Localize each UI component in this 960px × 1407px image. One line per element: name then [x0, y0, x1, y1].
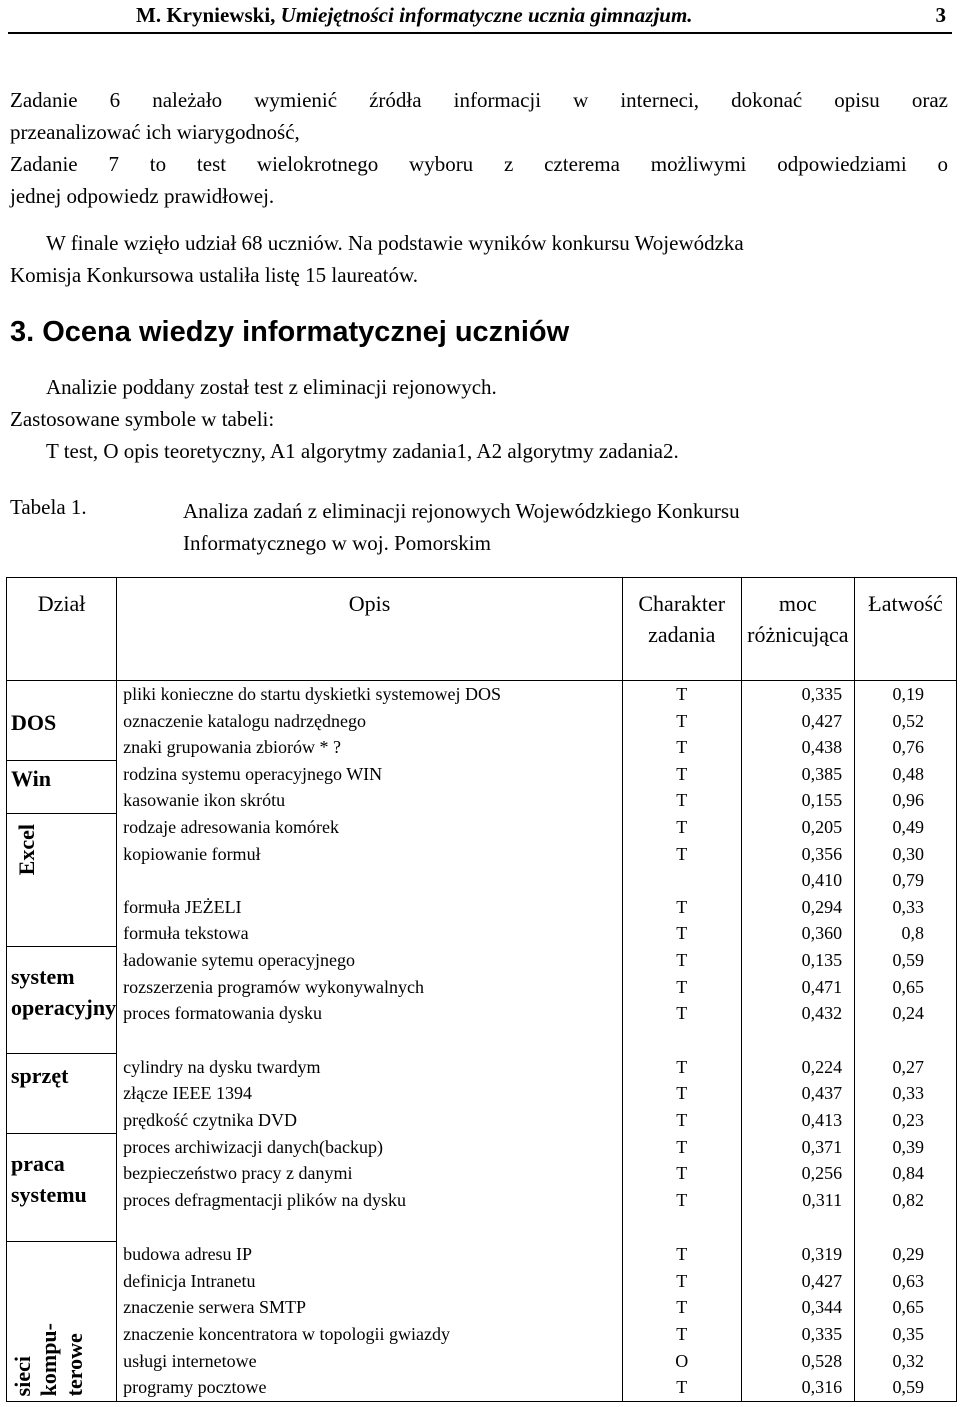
cell-latwosc: 0,24 — [855, 1000, 957, 1027]
table-spacer-row — [7, 1213, 957, 1241]
cell-charakter: T — [622, 814, 741, 841]
group-praca: praca systemu — [7, 1134, 117, 1242]
group-sieci — [7, 1241, 117, 1401]
caption-line: Analiza zadań z eliminacji rejonowych Wojewódzkiego Konkursu — [183, 499, 740, 523]
cell-opis: budowa adresu IP — [117, 1241, 623, 1268]
cell-charakter: T — [622, 681, 741, 708]
cell-opis: cylindry na dysku twardym — [117, 1054, 623, 1081]
cell-opis: rozszerzenia programów wykonywalnych — [117, 974, 623, 1001]
cell-latwosc: 0,32 — [855, 1348, 957, 1375]
header-title: Umiejętności informatyczne ucznia gimnazjum. — [280, 3, 693, 27]
cell-moc: 0,427 — [741, 1268, 855, 1295]
cell-opis: kasowanie ikon skrótu — [117, 787, 623, 814]
cell-latwosc: 0,35 — [855, 1321, 957, 1348]
table-row — [7, 787, 957, 814]
cell-opis: pliki konieczne do startu dyskietki systemowej DOS — [117, 681, 623, 708]
cell-latwosc: 0,27 — [855, 1054, 957, 1081]
cell-opis: złącze IEEE 1394 — [117, 1080, 623, 1107]
table-row — [7, 1294, 957, 1321]
table-row — [7, 761, 957, 788]
group-sprzet: sprzęt — [7, 1054, 117, 1134]
cell-latwosc: 0,8 — [855, 920, 957, 947]
cell-moc: 0,155 — [741, 787, 855, 814]
table-row — [7, 841, 957, 868]
cell-latwosc: 0,30 — [855, 841, 957, 868]
cell-moc: 0,471 — [741, 974, 855, 1001]
cell-opis: definicja Intranetu — [117, 1268, 623, 1295]
cell-latwosc: 0,96 — [855, 787, 957, 814]
symbols-line: T test, O opis teoretyczny, A1 algorytmy zadania1, A2 algorytmy zadania2. — [46, 439, 679, 463]
cell-moc: 0,360 — [741, 920, 855, 947]
cell-opis: proces formatowania dysku — [117, 1000, 623, 1027]
cell-charakter: T — [622, 1187, 741, 1214]
caption-line: Informatycznego w woj. Pomorskim — [183, 531, 491, 555]
cell-latwosc: 0,23 — [855, 1107, 957, 1134]
cell-opis: znaki grupowania zbiorów * ? — [117, 734, 623, 761]
table-caption-label: Tabela 1. — [10, 495, 87, 519]
table-row — [7, 1321, 957, 1348]
table-caption-text — [183, 495, 740, 559]
cell-charakter: T — [622, 1241, 741, 1268]
cell-latwosc: 0,33 — [855, 1080, 957, 1107]
cell-moc: 0,410 — [741, 867, 855, 894]
cell-moc: 0,427 — [741, 708, 855, 735]
cell-latwosc: 0,49 — [855, 814, 957, 841]
spacer-cell — [855, 1027, 957, 1054]
group-win: Win — [7, 761, 117, 814]
cell-charakter: T — [622, 761, 741, 788]
cell-opis: znaczenie koncentratora w topologii gwiazdy — [117, 1321, 623, 1348]
cell-charakter: T — [622, 920, 741, 947]
cell-charakter: T — [622, 734, 741, 761]
cell-opis: oznaczenie katalogu nadrzędnego — [117, 708, 623, 735]
cell-charakter: T — [622, 1054, 741, 1081]
section-heading: 3. Ocena wiedzy informatycznej uczniów — [10, 316, 570, 348]
section-line: Zastosowane symbole w tabeli: — [10, 407, 275, 431]
cell-charakter: T — [622, 947, 741, 974]
cell-latwosc: 0,59 — [855, 947, 957, 974]
cell-latwosc: 0,19 — [855, 681, 957, 708]
spacer-cell — [117, 1027, 623, 1054]
group-system: system operacyjny — [7, 947, 117, 1054]
cell-moc: 0,319 — [741, 1241, 855, 1268]
group-sieci-line: kompu- — [36, 1323, 61, 1397]
cell-moc: 0,438 — [741, 734, 855, 761]
cell-moc: 0,335 — [741, 681, 855, 708]
cell-moc: 0,371 — [741, 1134, 855, 1161]
cell-latwosc: 0,33 — [855, 894, 957, 921]
table-row — [7, 1187, 957, 1214]
cell-moc: 0,135 — [741, 947, 855, 974]
group-sieci-line: sieci — [10, 1356, 35, 1397]
cell-latwosc: 0,82 — [855, 1187, 957, 1214]
cell-latwosc: 0,48 — [855, 761, 957, 788]
table-row — [7, 1348, 957, 1375]
table-spacer-row — [7, 1027, 957, 1054]
cell-latwosc: 0,65 — [855, 1294, 957, 1321]
cell-moc: 0,256 — [741, 1160, 855, 1187]
spacer-cell — [855, 1213, 957, 1241]
table-row — [7, 1054, 957, 1081]
analysis-table — [6, 577, 957, 1402]
spacer-cell — [117, 1213, 623, 1241]
paragraph-line: jednej odpowiedz prawidłowej. — [10, 184, 275, 208]
cell-moc: 0,413 — [741, 1107, 855, 1134]
cell-opis: ładowanie sytemu operacyjnego — [117, 947, 623, 974]
page-number: 3 — [935, 3, 946, 27]
cell-charakter: T — [622, 1107, 741, 1134]
cell-latwosc: 0,76 — [855, 734, 957, 761]
group-sieci-line: terowe — [62, 1333, 87, 1397]
cell-moc: 0,528 — [741, 1348, 855, 1375]
table-row — [7, 814, 957, 841]
table-row — [7, 1160, 957, 1187]
cell-charakter: T — [622, 1134, 741, 1161]
spacer-cell — [741, 1027, 855, 1054]
group-sieci-label — [11, 1323, 116, 1396]
cell-charakter: T — [622, 1321, 741, 1348]
col-header-charakter: Charakter zadania — [622, 578, 741, 681]
table-row — [7, 1134, 957, 1161]
table-row — [7, 894, 957, 921]
cell-charakter: T — [622, 841, 741, 868]
cell-moc: 0,432 — [741, 1000, 855, 1027]
cell-charakter — [622, 867, 741, 894]
cell-opis: rodzaje adresowania komórek — [117, 814, 623, 841]
table-row — [7, 974, 957, 1001]
table-row — [7, 1241, 957, 1268]
cell-moc: 0,385 — [741, 761, 855, 788]
header-citation — [136, 3, 693, 28]
cell-latwosc: 0,63 — [855, 1268, 957, 1295]
col-header-moc: moc różnicująca — [741, 578, 855, 681]
cell-charakter: T — [622, 787, 741, 814]
cell-opis: proces defragmentacji plików na dysku — [117, 1187, 623, 1214]
paragraph-line: Zadanie 7 to test wielokrotnego wyboru z czterema możliwymi odpowiedziami o — [10, 152, 948, 176]
col-header-opis: Opis — [117, 578, 623, 681]
cell-charakter: T — [622, 1160, 741, 1187]
spacer-cell — [741, 1213, 855, 1241]
paragraph-line: Komisja Konkursowa ustaliła listę 15 laureatów. — [10, 263, 419, 287]
cell-charakter: T — [622, 1294, 741, 1321]
cell-moc: 0,311 — [741, 1187, 855, 1214]
cell-opis: prędkość czytnika DVD — [117, 1107, 623, 1134]
table-header-row — [7, 578, 957, 681]
cell-latwosc: 0,84 — [855, 1160, 957, 1187]
cell-charakter: T — [622, 974, 741, 1001]
paragraph-line: W finale wzięło udział 68 uczniów. Na podstawie wyników konkursu Wojewódzka — [46, 231, 744, 255]
cell-charakter: T — [622, 1000, 741, 1027]
cell-latwosc: 0,59 — [855, 1374, 957, 1401]
table-row — [7, 708, 957, 735]
section-line: Analizie poddany został test z eliminacji rejonowych. — [46, 375, 497, 399]
page-header — [8, 0, 952, 34]
cell-moc: 0,344 — [741, 1294, 855, 1321]
cell-moc: 0,224 — [741, 1054, 855, 1081]
spacer-cell — [622, 1213, 741, 1241]
table-row — [7, 1374, 957, 1401]
cell-latwosc: 0,65 — [855, 974, 957, 1001]
table-row — [7, 1268, 957, 1295]
cell-opis: znaczenie serwera SMTP — [117, 1294, 623, 1321]
table-row — [7, 1080, 957, 1107]
group-excel-label: Excel — [14, 824, 39, 876]
table-row — [7, 867, 957, 894]
cell-latwosc: 0,29 — [855, 1241, 957, 1268]
cell-charakter: O — [622, 1348, 741, 1375]
cell-moc: 0,356 — [741, 841, 855, 868]
group-dos: DOS — [7, 681, 117, 761]
col-header-dzial: Dział — [7, 578, 117, 681]
cell-opis: formuła tekstowa — [117, 920, 623, 947]
header-author: M. Kryniewski, — [136, 3, 276, 27]
table-row — [7, 1000, 957, 1027]
cell-moc: 0,205 — [741, 814, 855, 841]
cell-moc: 0,437 — [741, 1080, 855, 1107]
table-row — [7, 920, 957, 947]
cell-opis: proces archiwizacji danych(backup) — [117, 1134, 623, 1161]
table-row — [7, 734, 957, 761]
paragraph-line: Zadanie 6 należało wymienić źródła informacji w interneci, dokonać opisu oraz — [10, 88, 948, 112]
cell-opis — [117, 867, 623, 894]
table-row — [7, 681, 957, 708]
cell-moc: 0,335 — [741, 1321, 855, 1348]
cell-latwosc: 0,79 — [855, 867, 957, 894]
group-excel — [7, 814, 117, 947]
cell-charakter: T — [622, 1268, 741, 1295]
cell-moc: 0,294 — [741, 894, 855, 921]
spacer-cell — [622, 1027, 741, 1054]
cell-charakter: T — [622, 1080, 741, 1107]
col-header-latwosc: Łatwość — [855, 578, 957, 681]
cell-charakter: T — [622, 1374, 741, 1401]
cell-opis: formuła JEŻELI — [117, 894, 623, 921]
cell-opis: programy pocztowe — [117, 1374, 623, 1401]
table-row — [7, 1107, 957, 1134]
cell-latwosc: 0,39 — [855, 1134, 957, 1161]
cell-charakter: T — [622, 894, 741, 921]
cell-moc: 0,316 — [741, 1374, 855, 1401]
cell-charakter: T — [622, 708, 741, 735]
cell-opis: usługi internetowe — [117, 1348, 623, 1375]
table-row — [7, 947, 957, 974]
cell-opis: kopiowanie formuł — [117, 841, 623, 868]
cell-opis: rodzina systemu operacyjnego WIN — [117, 761, 623, 788]
cell-opis: bezpieczeństwo pracy z danymi — [117, 1160, 623, 1187]
cell-latwosc: 0,52 — [855, 708, 957, 735]
paragraph-line: przeanalizować ich wiarygodność, — [10, 120, 300, 144]
